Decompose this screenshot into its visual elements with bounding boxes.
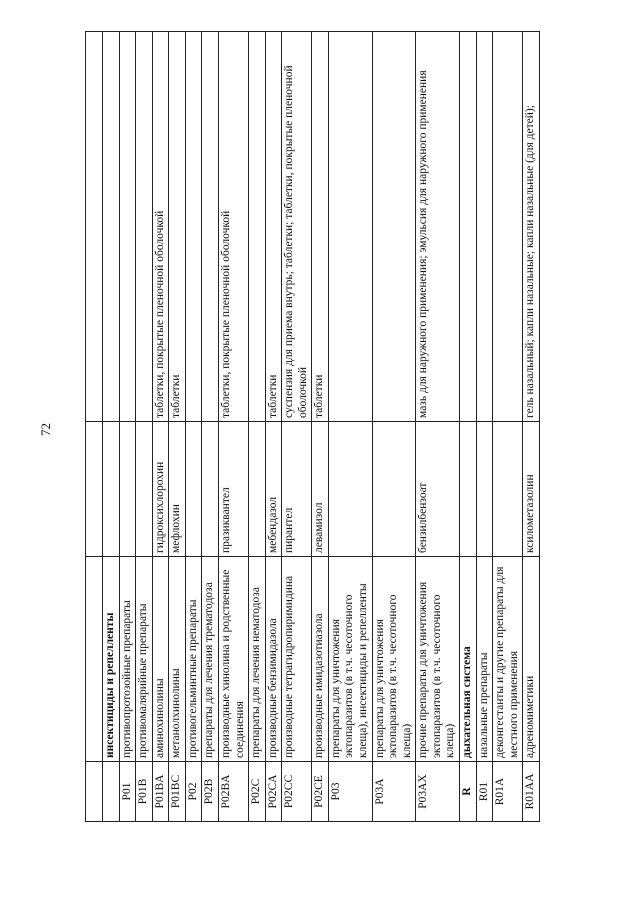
table-row: [312, 32, 329, 822]
anatomical-group-cell: [86, 557, 103, 762]
anatomical-group-cell: противопротозойные препараты: [119, 557, 136, 762]
drug-name-cell: [476, 422, 493, 557]
dosage-form-cell: мазь для наружного применения; эмульсия для наружного применения: [416, 32, 460, 422]
drug-name-cell: [136, 422, 153, 557]
dosage-form-cell: [328, 32, 372, 422]
atc-code-cell: P01BA: [152, 762, 169, 822]
table-row: [202, 32, 219, 822]
table-row: [372, 32, 416, 822]
table-row: [169, 32, 186, 822]
drug-name-cell: левамизол: [312, 422, 329, 557]
anatomical-group-cell: деконгестанты и другие препараты для местного применения: [493, 557, 523, 762]
dosage-form-cell: [119, 32, 136, 422]
dosage-form-cell: [185, 32, 202, 422]
atc-code-cell: [86, 762, 103, 822]
dosage-form-cell: [136, 32, 153, 422]
atc-code-cell: P03AX: [416, 762, 460, 822]
drug-name-cell: [459, 422, 476, 557]
dosage-form-cell: [103, 32, 120, 422]
anatomical-group-cell: производные хинолина и родственные соединения: [218, 557, 248, 762]
drug-name-cell: [328, 422, 372, 557]
dosage-form-cell: таблетки: [169, 32, 186, 422]
anatomical-group-cell: противомалярийные препараты: [136, 557, 153, 762]
anatomical-group-cell: дыхательная система: [459, 557, 476, 762]
drug-name-cell: мебендазол: [265, 422, 282, 557]
anatomical-group-cell: препараты для уничтожения эктопаразитов (в т.ч. чесоточного клеща): [372, 557, 416, 762]
table-row: [152, 32, 169, 822]
dosage-form-cell: суспензия для приема внутрь; таблетки; таблетки, покрытые пленочной оболочкой: [282, 32, 312, 422]
table-row: [416, 32, 460, 822]
atc-code-cell: [103, 762, 120, 822]
page-number: 72: [38, 423, 53, 436]
table-row: [476, 32, 493, 822]
dosage-form-cell: [249, 32, 266, 422]
table-row: [119, 32, 136, 822]
dosage-form-cell: [202, 32, 219, 422]
atc-code-cell: R01A: [493, 762, 523, 822]
drug-name-cell: мефлохин: [169, 422, 186, 557]
table-row: [282, 32, 312, 822]
dosage-form-cell: таблетки, покрытые пленочной оболочкой: [218, 32, 248, 422]
atc-code-cell: P02CA: [265, 762, 282, 822]
anatomical-group-cell: препараты для уничтожения эктопаразитов (в т.ч. чесоточного клеща), инсектициды и репелленты: [328, 557, 372, 762]
dosage-form-cell: [372, 32, 416, 422]
table-row: [249, 32, 266, 822]
atc-code-cell: P02CC: [282, 762, 312, 822]
atc-code-cell: P02: [185, 762, 202, 822]
drug-name-cell: [185, 422, 202, 557]
drug-name-cell: празиквантел: [218, 422, 248, 557]
anatomical-group-cell: производные имидазотиазола: [312, 557, 329, 762]
anatomical-group-cell: метанолхинолины: [169, 557, 186, 762]
atc-code-cell: P02C: [249, 762, 266, 822]
anatomical-group-cell: инсектициды и репелленты: [103, 557, 120, 762]
table-row: [459, 32, 476, 822]
atc-code-cell: P02B: [202, 762, 219, 822]
table-row: [185, 32, 202, 822]
anatomical-group-cell: производные бензимидазола: [265, 557, 282, 762]
table-row: [218, 32, 248, 822]
dosage-form-cell: таблетки: [312, 32, 329, 422]
drug-name-cell: [493, 422, 523, 557]
drug-name-cell: [103, 422, 120, 557]
anatomical-group-cell: производные тетрагидропиримидина: [282, 557, 312, 762]
anatomical-group-cell: адреномиметики: [523, 557, 540, 762]
anatomical-group-cell: противогельминтные препараты: [185, 557, 202, 762]
dosage-form-cell: [493, 32, 523, 422]
anatomical-group-cell: аминохинолины: [152, 557, 169, 762]
drug-name-cell: ксилометазолин: [523, 422, 540, 557]
drug-name-cell: гидроксихлорохин: [152, 422, 169, 557]
atc-code-cell: P01BC: [169, 762, 186, 822]
drug-name-cell: [372, 422, 416, 557]
dosage-form-cell: [86, 32, 103, 422]
anatomical-group-cell: прочие препараты для уничтожения эктопаразитов (в т.ч. чесоточного клеща): [416, 557, 460, 762]
dosage-form-cell: [459, 32, 476, 422]
dosage-form-cell: [476, 32, 493, 422]
table-row: [523, 32, 540, 822]
dosage-form-cell: таблетки, покрытые пленочной оболочкой: [152, 32, 169, 422]
drug-name-cell: [119, 422, 136, 557]
drug-name-cell: бензилбензоат: [416, 422, 460, 557]
drug-name-cell: [249, 422, 266, 557]
table-row: [136, 32, 153, 822]
table-row: [493, 32, 523, 822]
table-row: [265, 32, 282, 822]
atc-code-cell: P03A: [372, 762, 416, 822]
atc-code-cell: P01: [119, 762, 136, 822]
table-row: [103, 32, 120, 822]
anatomical-group-cell: препараты для лечения трематодоза: [202, 557, 219, 762]
atc-code-cell: R: [459, 762, 476, 822]
drug-name-cell: [86, 422, 103, 557]
drug-name-cell: [202, 422, 219, 557]
dosage-form-cell: гель назальный; капли назальные; капли назальные (для детей);: [523, 32, 540, 422]
atc-code-cell: P03: [328, 762, 372, 822]
drug-classification-table: [85, 31, 540, 822]
dosage-form-cell: таблетки: [265, 32, 282, 422]
atc-code-cell: P02BA: [218, 762, 248, 822]
atc-code-cell: P02CE: [312, 762, 329, 822]
table-row: [86, 32, 103, 822]
atc-code-cell: R01: [476, 762, 493, 822]
table-row: [328, 32, 372, 822]
atc-code-cell: R01AA: [523, 762, 540, 822]
atc-code-cell: P01B: [136, 762, 153, 822]
drug-name-cell: пирантел: [282, 422, 312, 557]
anatomical-group-cell: назальные препараты: [476, 557, 493, 762]
anatomical-group-cell: препараты для лечения нематодоза: [249, 557, 266, 762]
